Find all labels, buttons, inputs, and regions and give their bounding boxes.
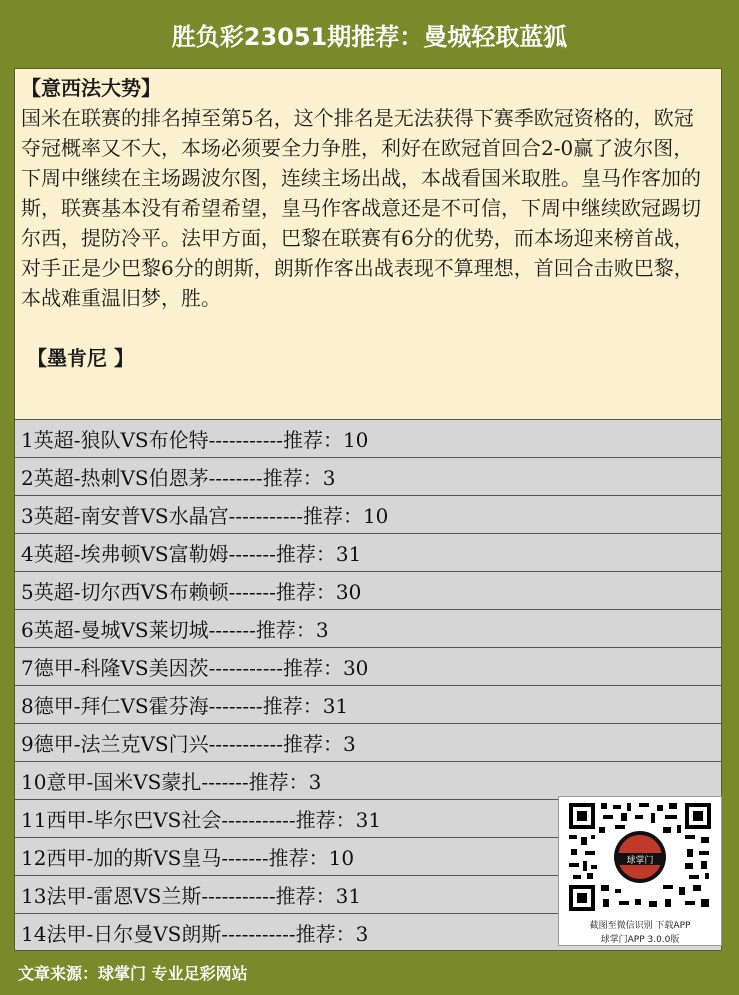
qr-badge-text: 球掌门 [626, 856, 654, 866]
match-row-10: 10意甲-国米VS蒙扎-------推荐：3 [15, 761, 721, 799]
qr-caption-1: 截图至微信识别 下载APP [589, 921, 691, 931]
match-row-1: 1英超-狼队VS布伦特-----------推荐：10 [15, 419, 721, 457]
analysis-heading: 【意西法大势】 [21, 76, 161, 100]
match-row-2: 2英超-热刺VS伯恩茅--------推荐：3 [15, 457, 721, 495]
match-row-6: 6英超-曼城VS莱切城-------推荐：3 [15, 609, 721, 647]
analysis-body: 国米在联赛的排名掉至第5名，这个排名是无法获得下赛季欧冠资格的，欧冠夺冠概率又不大，本场必须要全力争胜，利好在欧冠首回合2-0赢了波尔图，下周中继续在主场踢波尔图，连续主场出战，本战看国米取胜。皇马作客加的斯，联赛基本没有希望希望，皇马作客战意还是不可信，下周中继续欧冠踢切尔西，提防冷平。法甲方面，巴黎在联赛有6分的优势，而本场迎来榜首战，对手正是少巴黎6分的朗斯，朗斯作客出战表现不算理想，首回合击败巴黎，本战难重温旧梦，胜。 [21, 106, 701, 310]
match-row-13: 13法甲-雷恩VS兰斯-----------推荐：31 [15, 875, 721, 913]
match-row-8: 8德甲-拜仁VS霍芬海--------推荐：31 [15, 685, 721, 723]
match-row-12: 12西甲-加的斯VS皇马-------推荐：10 [15, 837, 721, 875]
page-title: 胜负彩23051期推荐：曼城轻取蓝狐 [171, 22, 568, 51]
match-row-11: 11西甲-毕尔巴VS社会-----------推荐：31 [15, 799, 721, 837]
analysis-section [15, 69, 721, 419]
footer-source: 文章来源：球掌门 专业足彩网站 [18, 964, 248, 983]
qr-caption-2: 球掌门APP 3.0.0版 [600, 935, 680, 945]
analysis-subheading: 【墨肯尼 】 [27, 346, 134, 370]
match-row-5: 5英超-切尔西VS布赖顿-------推荐：30 [15, 571, 721, 609]
qr-code-card [558, 796, 722, 946]
match-row-3: 3英超-南安普VS水晶宫-----------推荐：10 [15, 495, 721, 533]
match-row-4: 4英超-埃弗顿VS富勒姆-------推荐：31 [15, 533, 721, 571]
qr-code-icon [567, 801, 713, 913]
match-row-14: 14法甲-日尔曼VS朗斯-----------推荐：3 [15, 913, 721, 951]
match-row-7: 7德甲-科隆VS美因茨-----------推荐：30 [15, 647, 721, 685]
match-row-9: 9德甲-法兰克VS门兴-----------推荐：3 [15, 723, 721, 761]
